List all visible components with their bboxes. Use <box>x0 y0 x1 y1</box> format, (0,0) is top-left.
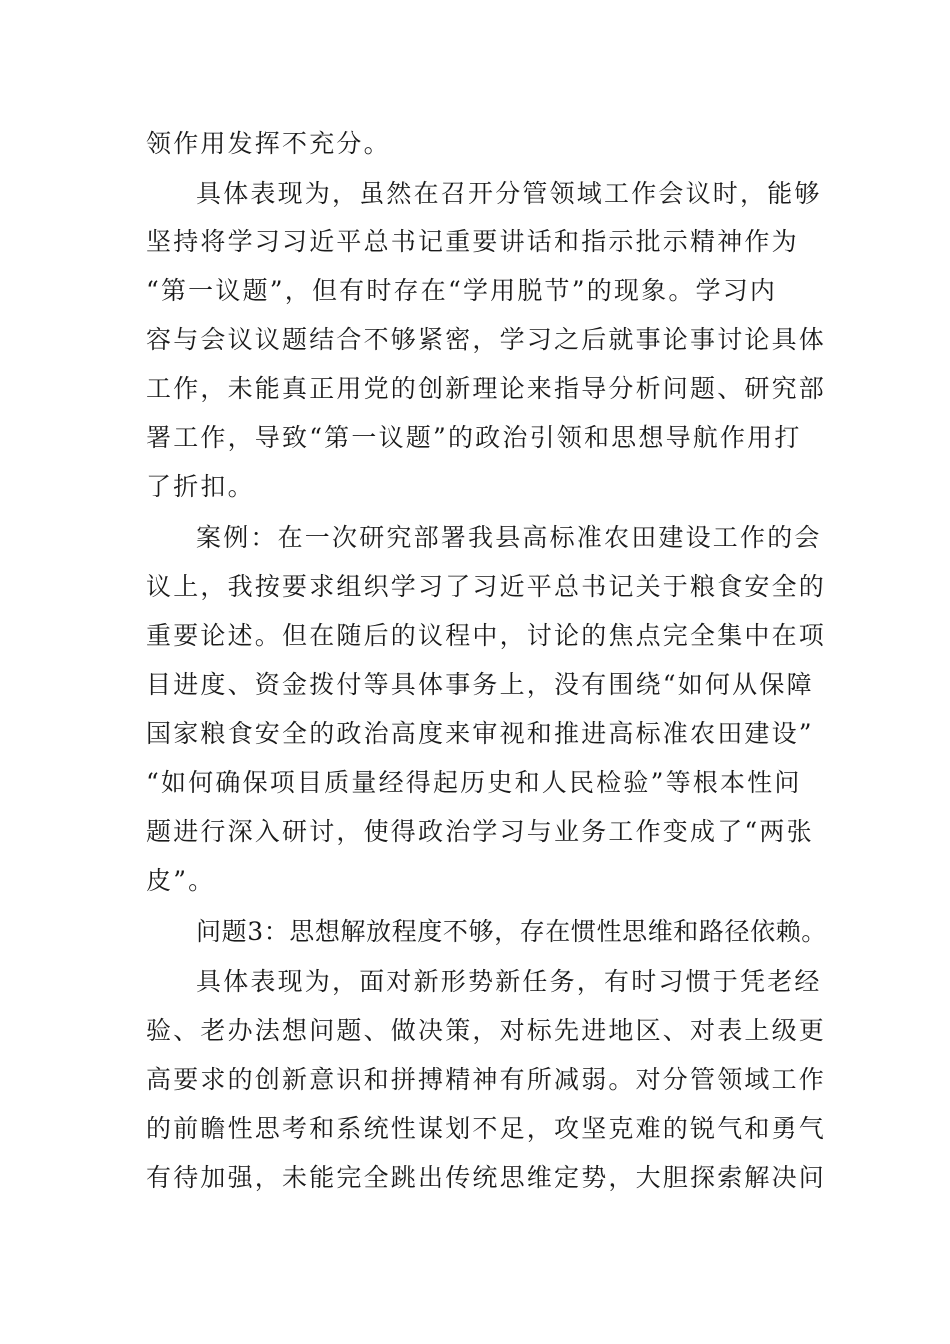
text-line-9: 案例：在一次研究部署我县高标准农田建设工作的会 <box>196 523 822 552</box>
text-line-12: 目进度、资金拨付等具体事务上，没有围绕“如何从保障 <box>146 670 814 699</box>
text-line-21: 的前瞻性思考和系统性谋划不足，攻坚克难的锐气和勇气 <box>146 1114 827 1143</box>
text-line-7: 署工作，导致“第一议题”的政治引领和思想导航作用打 <box>146 423 802 452</box>
text-line-8: 了折扣。 <box>146 472 255 501</box>
text-line-11: 重要论述。但在随后的议程中，讨论的焦点完全集中在项 <box>146 621 827 650</box>
text-line-22: 有待加强，未能完全跳出传统思维定势，大胆探索解决问 <box>146 1163 827 1192</box>
text-line-10: 议上，我按要求组织学习了习近平总书记关于粮食安全的 <box>146 572 827 601</box>
text-line-16: 皮”。 <box>146 866 216 895</box>
section-heading-problem-3: 问题3：思想解放程度不够，存在惯性思维和路径依赖。 <box>196 917 827 946</box>
text-line-5: 容与会议议题结合不够紧密，学习之后就事论事讨论具体 <box>146 325 827 354</box>
text-line-14: “如何确保项目质量经得起历史和人民检验”等根本性问 <box>146 768 802 797</box>
text-line-19: 验、老办法想问题、做决策，对标先进地区、对表上级更 <box>146 1016 827 1045</box>
text-line-20: 高要求的创新意识和拼搏精神有所减弱。对分管领域工作 <box>146 1065 827 1094</box>
text-line-13: 国家粮食安全的政治高度来审视和推进高标准农田建设” <box>146 719 814 748</box>
text-line-1: 领作用发挥不充分。 <box>146 129 391 158</box>
text-line-4: “第一议题”，但有时存在“学用脱节”的现象。学习内 <box>146 276 778 305</box>
text-line-18: 具体表现为，面对新形势新任务，有时习惯于凭老经 <box>196 967 822 996</box>
text-line-2: 具体表现为，虽然在召开分管领域工作会议时，能够 <box>196 179 822 208</box>
text-line-15: 题进行深入研讨，使得政治学习与业务工作变成了“两张 <box>146 817 814 846</box>
text-line-3: 坚持将学习习近平总书记重要讲话和指示批示精神作为 <box>146 227 799 256</box>
text-line-6: 工作，未能真正用党的创新理论来指导分析问题、研究部 <box>146 374 827 403</box>
